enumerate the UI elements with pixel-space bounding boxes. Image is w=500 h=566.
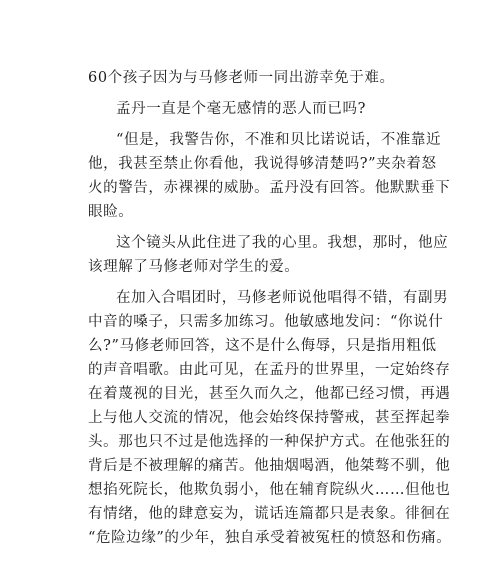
text-line: 该理解了马修老师对学生的爱。 <box>88 259 300 275</box>
text-line: 火的警告，赤裸裸的威胁。孟丹没有回答。他默默垂下 <box>88 180 451 196</box>
text-line: 眼睑。 <box>88 204 134 220</box>
text-line: 在着蔑视的目光，甚至久而久之，他都已经习惯，再遇 <box>88 386 451 402</box>
text-line: 头。那也只不过是他选择的一种保护方式。在他张狂的 <box>88 434 451 450</box>
text-line: 中音的嗓子，只需多加练习。他敏感地发问：“你说什 <box>88 314 444 330</box>
text-line: 他，我甚至禁止你看他，我说得够清楚吗?”夹杂着怒 <box>88 156 437 172</box>
text-line: 上与他人交流的情况，他会始终保持警戒，甚至挥起拳 <box>88 410 451 426</box>
text-line: 有情绪，他的肆意妄为，谎话连篇都只是表象。徘徊在 <box>88 506 451 522</box>
text-line: 这个镜头从此住进了我的心里。我想，那时，他应 <box>116 235 449 251</box>
text-line: 么?”马修老师回答，这不是什么侮辱，只是指用粗低 <box>88 338 437 354</box>
text-line: 孟丹一直是个毫无感情的恶人而已吗? <box>116 101 366 117</box>
text-line: 60个孩子因为与马修老师一同出游幸免于难。 <box>88 70 395 86</box>
text-line: 背后是不被理解的痛苦。他抽烟喝酒，他桀骜不驯，他 <box>88 458 451 474</box>
text-line: 的声音唱歌。由此可见，在孟丹的世界里，一定始终存 <box>88 362 451 378</box>
text-line: 想掐死院长，他欺负弱小，他在辅育院纵火……但他也 <box>88 482 451 498</box>
text-line: “危险边缘”的少年，独自承受着被冤枉的愤怒和伤痛。 <box>88 530 452 546</box>
text-line: 在加入合唱团时，马修老师说他唱得不错，有副男 <box>116 290 449 306</box>
text-line: “但是，我警告你，不准和贝比诺说话，不准靠近 <box>116 132 442 148</box>
